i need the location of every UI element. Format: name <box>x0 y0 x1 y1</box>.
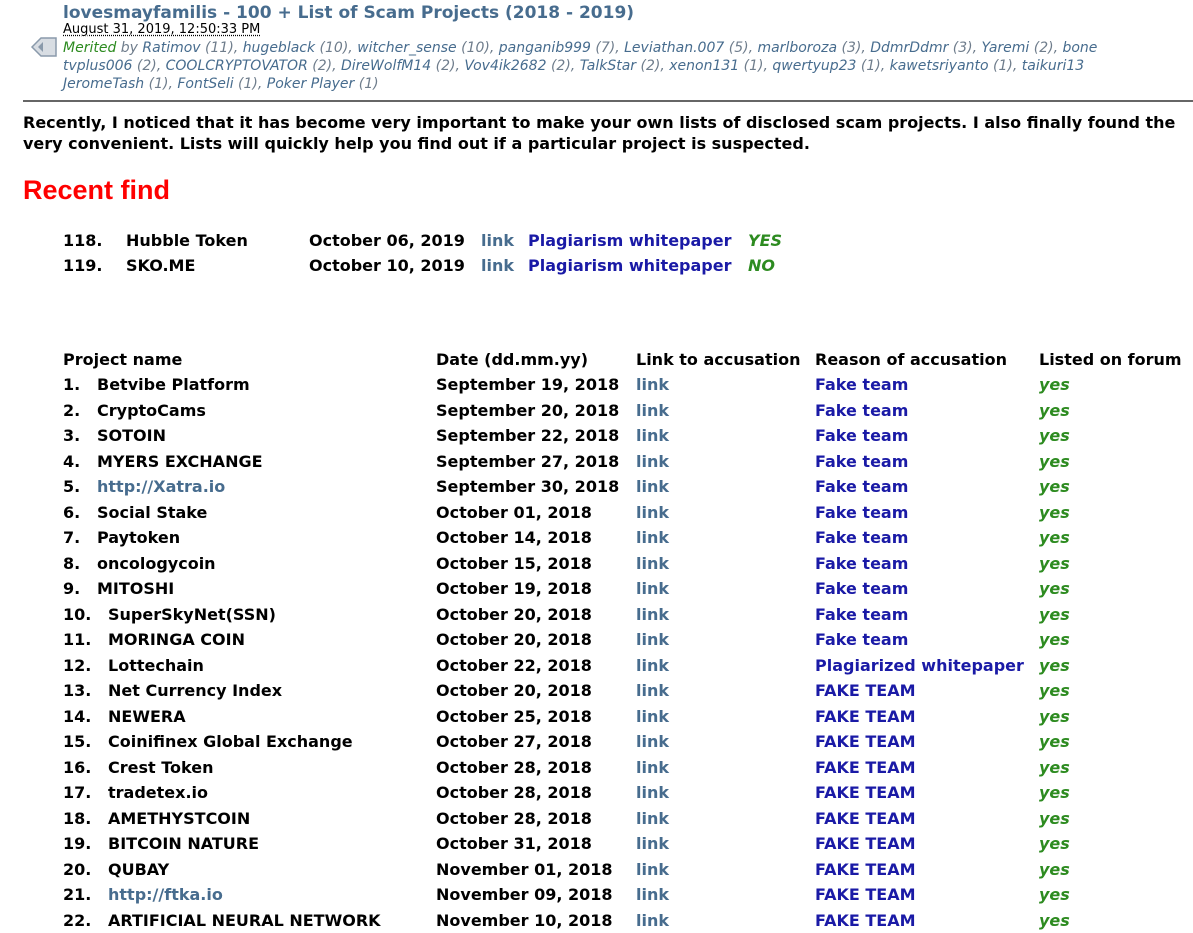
row-date: September 27, 2018 <box>436 451 620 471</box>
row-project-name: Betvibe Platform <box>97 375 250 394</box>
table-row <box>0 885 1193 907</box>
merit-count: (1), <box>988 58 1022 74</box>
table-row <box>0 681 1193 703</box>
table-row <box>0 426 1193 448</box>
table-row <box>0 834 1193 856</box>
merit-count: (7), <box>590 40 625 56</box>
intro-text <box>23 112 1193 154</box>
row-date: October 31, 2018 <box>436 834 592 853</box>
row-project-name: SuperSkyNet(SSN) <box>108 604 276 624</box>
row-reason[interactable]: Fake team <box>815 579 909 598</box>
row-listed: yes <box>1039 604 1070 624</box>
table-row <box>0 758 1193 780</box>
merit-user-link[interactable]: taikuri13 <box>1021 58 1085 74</box>
row-listed: yes <box>1039 579 1070 598</box>
table-row <box>0 656 1193 678</box>
table-header <box>0 350 1193 372</box>
row-project-name[interactable]: http://ftka.io <box>108 885 223 904</box>
recent-link[interactable]: link <box>481 231 514 250</box>
row-reason[interactable]: Fake team <box>815 477 909 496</box>
row-date: November 01, 2018 <box>436 859 613 879</box>
row-accusation-link[interactable]: link <box>636 579 669 598</box>
row-project-name: AMETHYSTCOIN <box>108 808 251 828</box>
recent-row <box>0 256 1193 278</box>
row-reason[interactable]: Fake team <box>815 400 909 420</box>
row-accusation-link[interactable]: link <box>636 681 669 700</box>
row-date: October 20, 2018 <box>436 681 592 700</box>
row-date: September 19, 2018 <box>436 375 620 394</box>
row-project-name: NEWERA <box>108 706 186 726</box>
merit-user-link[interactable]: witcher_sense <box>357 40 457 56</box>
table-row <box>0 732 1193 754</box>
row-listed: yes <box>1039 706 1070 726</box>
row-accusation-link[interactable]: link <box>636 706 669 726</box>
row-number: 16. <box>63 757 92 777</box>
row-accusation-link[interactable]: link <box>636 553 669 573</box>
row-accusation-link[interactable]: link <box>636 859 669 879</box>
table-row <box>0 579 1193 601</box>
row-number: 11. <box>63 630 92 649</box>
merit-user-link[interactable]: Poker Player <box>266 76 355 92</box>
col-header-date: Date (dd.mm.yy) <box>436 350 589 369</box>
row-reason[interactable]: FAKE TEAM <box>815 885 916 904</box>
row-accusation-link[interactable]: link <box>636 604 669 624</box>
row-date: October 14, 2018 <box>436 528 592 547</box>
row-reason[interactable]: Fake team <box>815 553 909 573</box>
row-listed: yes <box>1039 681 1070 700</box>
merit-count: (1), <box>144 76 178 92</box>
merit-count: (2), <box>636 58 670 74</box>
merit-count: (2), <box>431 58 465 74</box>
row-number: 1. <box>63 375 81 394</box>
row-project-name: Lottechain <box>108 655 204 675</box>
merit-user-link[interactable]: Leviathan.007 <box>624 40 725 56</box>
post-date[interactable]: August 31, 2019, 12:50:33 PM <box>63 22 261 37</box>
row-listed: yes <box>1039 655 1070 675</box>
row-accusation-link[interactable]: link <box>636 783 669 802</box>
merit-count: (10), <box>315 40 358 56</box>
divider <box>23 100 1193 102</box>
post-title[interactable]: lovesmayfamilis - 100 + List of Scam Projects (2018 - 2019) <box>63 3 635 23</box>
row-number: 18. <box>63 808 92 828</box>
merit-user-link[interactable]: qwertyup23 <box>772 58 857 74</box>
merit-user-link[interactable]: DireWolfM14 <box>341 58 432 74</box>
merit-count: (2), <box>307 58 341 74</box>
table-row <box>0 401 1193 423</box>
table-row <box>0 554 1193 576</box>
row-number: 12. <box>63 655 92 675</box>
merit-line <box>63 40 1097 56</box>
table-row <box>0 477 1193 499</box>
merit-count: (10), <box>456 40 499 56</box>
merit-count: (2), <box>546 58 580 74</box>
row-project-name[interactable]: http://Xatra.io <box>97 477 226 496</box>
row-project-name: oncologycoin <box>97 553 216 573</box>
merit-line <box>63 58 1084 74</box>
row-project-name: SOTOIN <box>97 426 166 445</box>
merit-count: (5), <box>724 40 758 56</box>
row-listed: yes <box>1039 375 1070 394</box>
row-number: 2. <box>63 400 81 420</box>
row-reason[interactable]: Fake team <box>815 451 909 471</box>
row-listed: yes <box>1039 910 1070 930</box>
row-project-name: Net Currency Index <box>108 681 283 700</box>
intro-line: very convenient. Lists will quickly help you find out if a particular project is suspected. <box>23 134 810 153</box>
recent-date: October 10, 2019 <box>309 256 465 275</box>
row-reason[interactable]: FAKE TEAM <box>815 732 916 751</box>
row-listed: yes <box>1039 451 1070 471</box>
row-date: November 09, 2018 <box>436 885 613 904</box>
row-number: 3. <box>63 426 81 445</box>
merit-user-link[interactable]: COOLCRYPTOVATOR <box>165 58 308 74</box>
merit-user-link[interactable]: JeromeTash <box>63 76 145 92</box>
row-listed: yes <box>1039 885 1070 904</box>
merit-count: (1), <box>856 58 890 74</box>
merit-user-link[interactable]: tvplus006 <box>63 58 133 74</box>
row-number: 22. <box>63 910 92 930</box>
row-accusation-link[interactable]: link <box>636 451 669 471</box>
row-reason[interactable]: Fake team <box>815 375 909 394</box>
row-number: 8. <box>63 553 81 573</box>
row-date: October 28, 2018 <box>436 808 592 828</box>
recent-link[interactable]: link <box>481 256 514 275</box>
merit-count: (1) <box>354 76 379 92</box>
row-number: 10. <box>63 604 92 624</box>
row-listed: yes <box>1039 732 1070 751</box>
table-row <box>0 783 1193 805</box>
row-date: September 20, 2018 <box>436 400 620 420</box>
row-reason[interactable]: FAKE TEAM <box>815 910 916 930</box>
table-row <box>0 630 1193 652</box>
merit-user-link[interactable]: Ratimov <box>142 40 201 56</box>
col-header-link: Link to accusation <box>636 350 801 369</box>
row-accusation-link[interactable]: link <box>636 655 669 675</box>
row-reason[interactable]: Fake team <box>815 502 909 522</box>
row-number: 21. <box>63 885 92 904</box>
row-date: October 19, 2018 <box>436 579 592 598</box>
row-accusation-link[interactable]: link <box>636 630 669 649</box>
merit-user-link[interactable]: bone <box>1062 40 1098 56</box>
row-accusation-link[interactable]: link <box>636 426 669 445</box>
table-row <box>0 911 1193 933</box>
table-row <box>0 707 1193 729</box>
row-listed: yes <box>1039 808 1070 828</box>
col-header-project: Project name <box>63 350 183 369</box>
row-project-name: Coinifinex Global Exchange <box>108 732 353 751</box>
row-accusation-link[interactable]: link <box>636 528 669 547</box>
row-project-name: CryptoCams <box>97 400 206 420</box>
row-date: September 30, 2018 <box>436 477 620 496</box>
row-date: October 20, 2018 <box>436 630 592 649</box>
row-date: November 10, 2018 <box>436 910 613 930</box>
row-project-name: ARTIFICIAL NEURAL NETWORK <box>108 910 381 930</box>
recent-number: 118. <box>63 231 103 250</box>
row-date: October 28, 2018 <box>436 783 592 802</box>
row-date: October 27, 2018 <box>436 732 592 751</box>
row-listed: yes <box>1039 757 1070 777</box>
row-number: 15. <box>63 732 92 751</box>
row-number: 4. <box>63 451 81 471</box>
row-project-name: MYERS EXCHANGE <box>97 451 263 471</box>
row-listed: yes <box>1039 502 1070 522</box>
merit-line <box>63 76 379 92</box>
merit-by: by <box>116 40 143 56</box>
row-number: 6. <box>63 502 81 522</box>
merit-label: Merited <box>63 40 117 56</box>
row-accusation-link[interactable]: link <box>636 502 669 522</box>
row-reason[interactable]: Fake team <box>815 604 909 624</box>
table-row <box>0 528 1193 550</box>
recent-listed: YES <box>748 231 783 250</box>
recent-find-heading: Recent find <box>23 175 171 205</box>
row-number: 5. <box>63 477 81 496</box>
row-accusation-link[interactable]: link <box>636 732 669 751</box>
row-project-name: tradetex.io <box>108 783 209 802</box>
row-reason[interactable]: FAKE TEAM <box>815 834 916 853</box>
col-header-listed: Listed on forum <box>1039 350 1182 369</box>
recent-reason[interactable]: Plagiarism whitepaper <box>528 231 732 250</box>
row-project-name: Crest Token <box>108 757 214 777</box>
row-date: October 22, 2018 <box>436 655 592 675</box>
recent-listed: NO <box>748 256 775 275</box>
row-date: October 20, 2018 <box>436 604 592 624</box>
table-row <box>0 860 1193 882</box>
row-date: October 01, 2018 <box>436 502 592 522</box>
row-listed: yes <box>1039 477 1070 496</box>
row-reason[interactable]: Fake team <box>815 426 909 445</box>
row-reason[interactable]: FAKE TEAM <box>815 808 916 828</box>
row-project-name: MITOSHI <box>97 579 175 598</box>
row-listed: yes <box>1039 859 1070 879</box>
row-listed: yes <box>1039 400 1070 420</box>
recent-number: 119. <box>63 256 103 275</box>
merit-user-link[interactable]: Yaremi <box>981 40 1030 56</box>
merit-count: (11), <box>200 40 243 56</box>
row-date: September 22, 2018 <box>436 426 620 445</box>
row-reason[interactable]: FAKE TEAM <box>815 783 916 802</box>
post-header <box>0 0 1193 100</box>
row-project-name: Paytoken <box>97 528 181 547</box>
row-accusation-link[interactable]: link <box>636 834 669 853</box>
row-accusation-link[interactable]: link <box>636 757 669 777</box>
row-accusation-link[interactable]: link <box>636 375 669 394</box>
row-number: 7. <box>63 528 81 547</box>
merit-user-link[interactable]: TalkStar <box>579 58 637 74</box>
row-number: 9. <box>63 579 81 598</box>
row-reason[interactable]: Plagiarized whitepaper <box>815 655 1024 675</box>
row-accusation-link[interactable]: link <box>636 885 669 904</box>
row-project-name: BITCOIN NATURE <box>108 834 260 853</box>
merit-user-link[interactable]: hugeblack <box>242 40 316 56</box>
row-reason[interactable]: FAKE TEAM <box>815 859 916 879</box>
row-reason[interactable]: FAKE TEAM <box>815 681 916 700</box>
row-reason[interactable]: FAKE TEAM <box>815 757 916 777</box>
row-project-name: Social Stake <box>97 502 208 522</box>
table-row <box>0 503 1193 525</box>
table-row <box>0 809 1193 831</box>
recent-project-name: Hubble Token <box>126 231 248 250</box>
row-project-name: QUBAY <box>108 859 170 879</box>
recent-project-name: SKO.ME <box>126 256 196 275</box>
merit-count: (3), <box>837 40 871 56</box>
row-number: 13. <box>63 681 92 700</box>
table-row <box>0 605 1193 627</box>
row-accusation-link[interactable]: link <box>636 808 669 828</box>
row-listed: yes <box>1039 528 1070 547</box>
recent-reason[interactable]: Plagiarism whitepaper <box>528 256 732 275</box>
merit-user-link[interactable]: kawetsriyanto <box>889 58 989 74</box>
merit-user-link[interactable]: xenon131 <box>669 58 740 74</box>
row-listed: yes <box>1039 783 1070 802</box>
row-number: 19. <box>63 834 92 853</box>
row-date: October 25, 2018 <box>436 706 592 726</box>
row-date: October 28, 2018 <box>436 757 592 777</box>
row-listed: yes <box>1039 553 1070 573</box>
recent-date: October 06, 2019 <box>309 231 465 250</box>
row-listed: yes <box>1039 426 1070 445</box>
recent-row <box>0 231 1193 253</box>
row-number: 20. <box>63 859 92 879</box>
merit-user-link[interactable]: DdmrDdmr <box>870 40 949 56</box>
row-accusation-link[interactable]: link <box>636 477 669 496</box>
row-number: 14. <box>63 706 92 726</box>
merit-user-link[interactable]: Vov4ik2682 <box>464 58 547 74</box>
merit-count: (3), <box>948 40 982 56</box>
merit-user-link[interactable]: panganib999 <box>498 40 591 56</box>
merit-count: (1), <box>739 58 773 74</box>
table-row <box>0 452 1193 474</box>
merit-user-link[interactable]: FontSeli <box>177 76 234 92</box>
row-accusation-link[interactable]: link <box>636 910 669 930</box>
row-accusation-link[interactable]: link <box>636 400 669 420</box>
intro-line: Recently, I noticed that it has become very important to make your own lists of disclosed scam projects. I also finally found the <box>23 113 1176 132</box>
row-reason[interactable]: FAKE TEAM <box>815 706 916 726</box>
merit-count: (1), <box>233 76 267 92</box>
table-row <box>0 375 1193 397</box>
row-listed: yes <box>1039 834 1070 853</box>
merit-icon <box>29 35 59 59</box>
row-reason[interactable]: Fake team <box>815 630 909 649</box>
merit-user-link[interactable]: marlboroza <box>757 40 838 56</box>
row-listed: yes <box>1039 630 1070 649</box>
row-project-name: MORINGA COIN <box>108 630 245 649</box>
row-date: October 15, 2018 <box>436 553 592 573</box>
row-number: 17. <box>63 783 92 802</box>
merit-count: (2), <box>132 58 166 74</box>
row-reason[interactable]: Fake team <box>815 528 909 547</box>
col-header-reason: Reason of accusation <box>815 350 1007 369</box>
merit-count: (2), <box>1029 40 1063 56</box>
